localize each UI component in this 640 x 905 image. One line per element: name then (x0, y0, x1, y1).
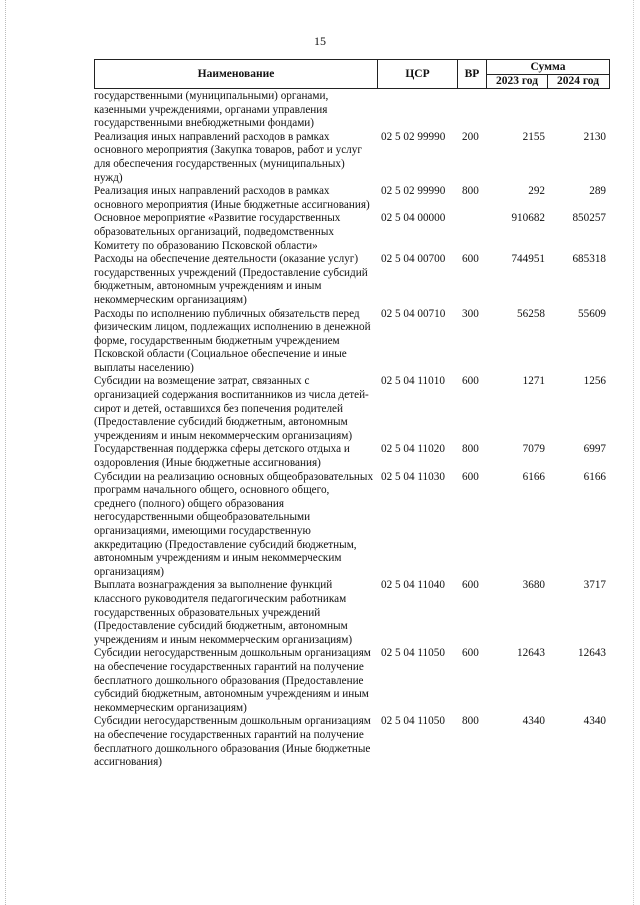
table-row (94, 212, 614, 253)
table-row (94, 308, 614, 376)
row-amount-2024: 55609 (578, 307, 606, 320)
row-amount-2023: 4340 (522, 715, 545, 728)
row-amount-2024: 2130 (583, 130, 606, 143)
row-csr-code: 02 5 04 11050 (381, 715, 445, 728)
table-row (94, 375, 614, 443)
row-name: Государственная поддержка сферы детского отдыха и оздоровления (Иные бюджетные ассигнования) (94, 443, 350, 470)
row-csr-code: 02 5 04 00710 (381, 307, 446, 320)
row-csr-code: 02 5 04 11030 (381, 470, 445, 483)
scan-edge (633, 0, 634, 905)
row-vr-code: 800 (462, 443, 479, 456)
row-csr-code: 02 5 02 99990 (381, 185, 446, 198)
row-name: Субсидии негосударственным дошкольным организациям на обеспечение государственных гарантий на получение бесплатного дошкольного образования (Иные бюджетные ассигнования) (94, 715, 371, 769)
row-amount-2023: 6166 (522, 470, 545, 483)
row-amount-2024: 6166 (583, 470, 606, 483)
row-amount-2024: 3717 (583, 579, 606, 592)
row-csr-code: 02 5 04 11040 (381, 579, 445, 592)
row-amount-2024: 6997 (583, 443, 606, 456)
row-name: Расходы по исполнению публичных обязательств перед физическим лицом, подлежащих исполнению в денежной форме, государственным бюджетным учреждением Псковской области (Социальное обеспечение и иные выплаты населению) (94, 307, 371, 374)
row-name: Субсидии негосударственным дошкольным организациям на обеспечение государственных гарантий на получение бесплатного дошкольного образования (Предоставление субсидий бюджетным, автономным учреждениям и иным некоммерческим организациям) (94, 647, 371, 714)
table-header (94, 59, 610, 89)
column-header-year-2024: 2024 год (556, 75, 600, 87)
row-csr-code: 02 5 04 11050 (381, 647, 445, 660)
row-amount-2023: 910682 (511, 212, 545, 225)
row-name: государственными (муниципальными) органами, казенными учреждениями, органами управления государственными внебюджетными фондами) (94, 90, 329, 130)
table-row (94, 443, 614, 470)
row-name: Основное мероприятие «Развитие государственных образовательных организаций, подведомственных Комитету по образованию Псковской области» (94, 212, 341, 252)
row-csr-code: 02 5 04 11010 (381, 375, 445, 388)
row-amount-2023: 2155 (522, 130, 545, 143)
row-name: Расходы на обеспечение деятельности (оказание услуг) государственных учреждений (Предоставление субсидий бюджетным, автономным учреждениям и иным некоммерческим организациям) (94, 253, 368, 306)
column-header-year-2023: 2023 год (487, 74, 548, 88)
row-vr-code: 800 (462, 715, 479, 728)
row-name: Реализация иных направлений расходов в рамках основного мероприятия (Закупка товаров, работ и услуг для обеспечения государственных (муниципальных) нужд) (94, 130, 362, 184)
table-row (94, 185, 614, 212)
row-amount-2024: 850257 (572, 212, 606, 225)
row-amount-2023: 12643 (517, 647, 545, 660)
row-vr-code: 600 (462, 470, 479, 483)
row-csr-code: 02 5 04 00700 (381, 253, 446, 266)
row-amount-2024: 12643 (578, 647, 606, 660)
table-row (94, 253, 614, 307)
table-row (94, 131, 614, 185)
row-vr-code: 600 (462, 579, 479, 592)
row-vr-code: 300 (462, 307, 479, 320)
row-amount-2023: 744951 (511, 253, 545, 266)
row-amount-2024: 1256 (583, 375, 606, 388)
table-row (94, 715, 614, 769)
page-number: 15 (314, 34, 326, 48)
row-name: Реализация иных направлений расходов в рамках основного мероприятия (Иные бюджетные ассигнования) (94, 185, 370, 211)
column-header-vr: ВР (458, 60, 487, 88)
table-row (94, 579, 614, 647)
row-csr-code: 02 5 04 11020 (381, 443, 445, 456)
row-vr-code: 600 (462, 647, 479, 660)
row-name: Субсидии на реализацию основных общеобразовательных программ начального общего, основного общего, среднего (полного) общего образования негосударственными общеобразовательными организациями, имеющими государственную аккредитацию (Предоставление субсидий бюджетным, автономным учреждениям и иным некоммерческим организациям) (94, 470, 374, 578)
row-amount-2023: 7079 (522, 443, 545, 456)
table-row (94, 471, 614, 580)
table-body (94, 90, 614, 770)
row-vr-code: 800 (462, 185, 479, 198)
row-amount-2024: 289 (589, 185, 606, 198)
row-vr-code: 200 (462, 130, 479, 143)
row-name: Выплата вознаграждения за выполнение функций классного руководителя педагогическим работникам государственных образовательных учреждений (Предоставление субсидий бюджетным, автономным учреждениям и иным некоммерческим организациям) (94, 579, 353, 646)
row-csr-code: 02 5 04 00000 (381, 212, 446, 225)
row-vr-code: 600 (462, 375, 479, 388)
table-row (94, 90, 614, 131)
row-amount-2024: 4340 (583, 715, 606, 728)
row-csr-code: 02 5 02 99990 (381, 130, 446, 143)
row-amount-2023: 1271 (522, 375, 545, 388)
scan-edge (5, 0, 6, 905)
row-amount-2023: 292 (528, 185, 545, 198)
column-header-name: Наименование (95, 60, 378, 88)
row-amount-2024: 685318 (572, 253, 606, 266)
row-vr-code: 600 (462, 253, 479, 266)
row-amount-2023: 56258 (517, 307, 545, 320)
row-amount-2023: 3680 (522, 579, 545, 592)
column-header-sum-label: Сумма (487, 60, 609, 75)
column-header-sum (487, 60, 609, 88)
row-name: Субсидии на возмещение затрат, связанных с организацией содержания воспитанников из числа детей-сирот и детей, оставшихся без попечения родителей (Предоставление субсидий бюджетным, автономным учреждениям и иным некоммерческим организациям) (94, 375, 369, 442)
table-row (94, 647, 614, 715)
column-header-csr: ЦСР (378, 60, 458, 88)
